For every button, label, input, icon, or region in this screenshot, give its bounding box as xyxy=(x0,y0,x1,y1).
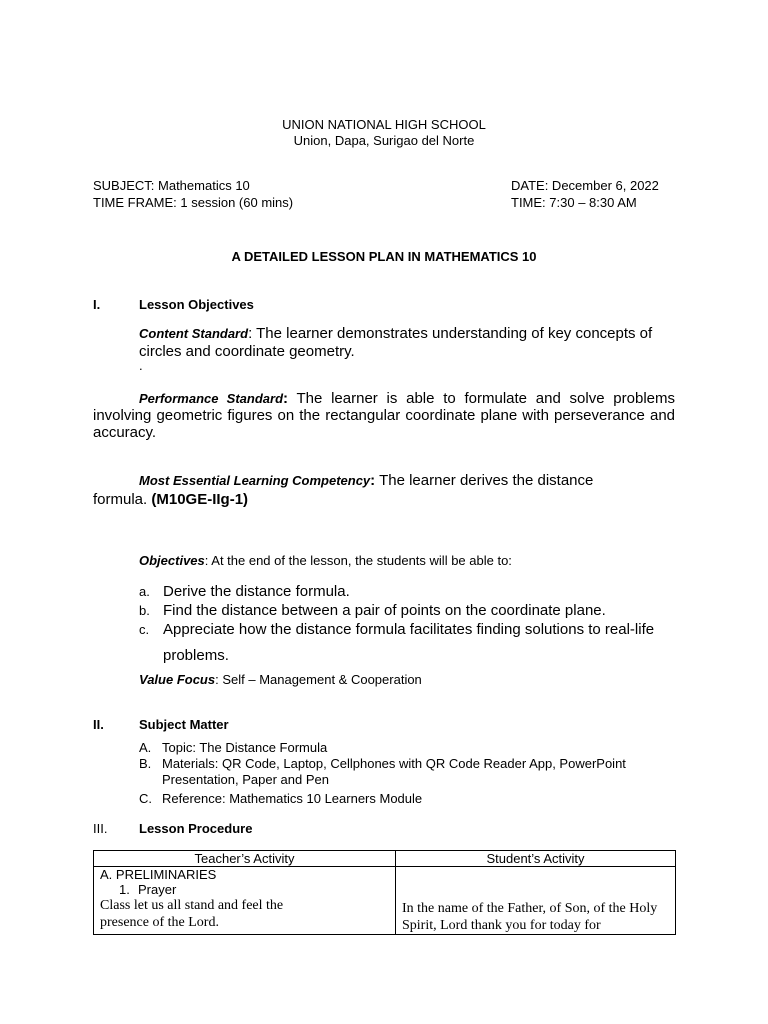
subject-item-a: A. Topic: The Distance Formula xyxy=(139,740,328,755)
objective-a: a. Derive the distance formula. xyxy=(139,583,350,600)
teacher-activity-header: Teacher’s Activity xyxy=(94,851,396,867)
performance-standard-text: The learner is able to formulate and solve problems involving geometric figures on the rectangular coordinate plane with perseverance and accuracy. xyxy=(93,390,675,441)
objective-c-continued: problems. xyxy=(163,647,229,664)
subject-line: SUBJECT: Mathematics 10 xyxy=(93,178,250,193)
student-prayer-text: In the name of the Father, of Son, of the Holy Spirit, Lord thank you for today for xyxy=(402,901,658,933)
subject-item-c: C. Reference: Mathematics 10 Learners Module xyxy=(139,791,423,806)
school-address: Union, Dapa, Surigao del Norte xyxy=(293,133,475,148)
objective-b: b. Find the distance between a pair of points on the coordinate plane. xyxy=(139,602,606,619)
subject-item-b: B. Materials: QR Code, Laptop, Cellphones with QR Code Reader App, PowerPoint Presentation, Paper and Pen xyxy=(139,756,626,787)
melc-code: (M10GE-IIg-1) xyxy=(151,491,249,508)
teacher-cell xyxy=(94,867,396,935)
performance-standard: Performance Standard: The learner is able to formulate and solve problems involving geometric figures on the rectangular coordinate plane with perseverance and accuracy. xyxy=(93,390,675,441)
preliminaries-label: A. PRELIMINARIES xyxy=(100,867,217,882)
melc: Most Essential Learning Competency: The learner derives the distance formula. (M10GE-IIg-1) xyxy=(93,472,594,508)
section-1-number: I. xyxy=(93,297,101,312)
performance-standard-label: Performance Standard xyxy=(139,391,284,406)
section-3-number: III. xyxy=(93,821,108,836)
student-activity-header: Student’s Activity xyxy=(396,851,676,867)
document-title: A DETAILED LESSON PLAN IN MATHEMATICS 10 xyxy=(231,249,537,264)
section-1-heading: Lesson Objectives xyxy=(139,297,254,312)
date-line: DATE: December 6, 2022 xyxy=(511,178,659,193)
time-frame-line: TIME FRAME: 1 session (60 mins) xyxy=(93,195,294,210)
melc-text: The learner derives the distance formula. xyxy=(93,472,594,508)
section-2-heading: Subject Matter xyxy=(139,717,229,732)
content-standard-label: Content Standard xyxy=(139,326,249,341)
prayer-item: 1. Prayer xyxy=(119,882,177,897)
objective-c: c. Appreciate how the distance formula facilitates finding solutions to real-life xyxy=(139,621,655,638)
objectives-text: : At the end of the lesson, the students will be able to: xyxy=(204,553,512,568)
table-header-row xyxy=(94,851,676,867)
value-focus-label: Value Focus xyxy=(139,672,216,687)
procedure-table xyxy=(93,850,676,935)
objectives-intro xyxy=(139,552,512,570)
content-standard xyxy=(139,325,679,361)
value-focus xyxy=(139,671,422,689)
objectives-label: Objectives xyxy=(139,553,205,568)
section-3-heading: Lesson Procedure xyxy=(139,821,253,836)
school-name: UNION NATIONAL HIGH SCHOOL xyxy=(282,117,486,132)
stray-dot: . xyxy=(139,358,143,373)
melc-label: Most Essential Learning Competency xyxy=(139,473,371,488)
time-line: TIME: 7:30 – 8:30 AM xyxy=(511,195,637,210)
section-2-number: II. xyxy=(93,717,104,732)
value-focus-text: : Self – Management & Cooperation xyxy=(215,672,422,687)
teacher-prayer-text: Class let us all stand and feel the presence of the Lord. xyxy=(100,898,284,930)
student-cell xyxy=(396,867,676,935)
table-row xyxy=(94,867,676,935)
content-standard-text: : The learner demonstrates understanding of key concepts of circles and coordinate geometry. xyxy=(139,325,653,360)
